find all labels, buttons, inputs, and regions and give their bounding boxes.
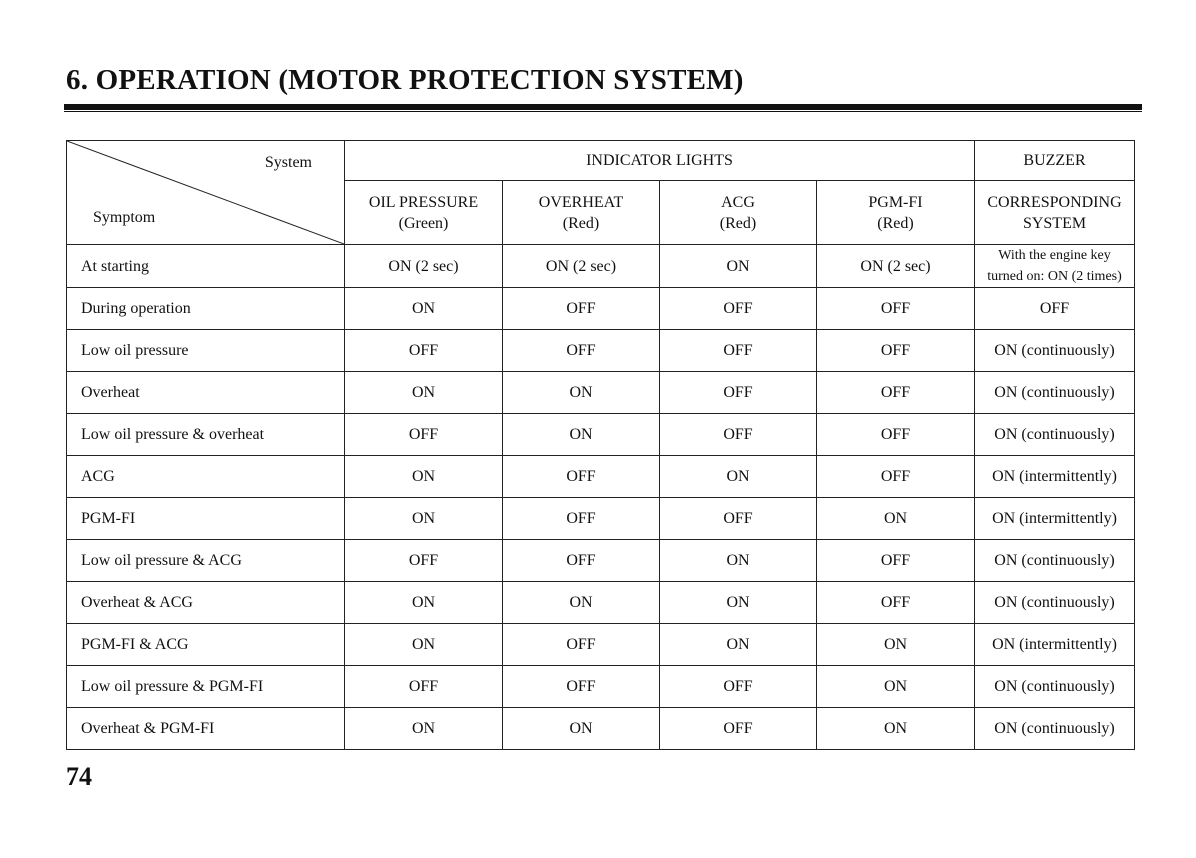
overheat-cell: ON (503, 708, 660, 750)
symptom-cell: ACG (67, 456, 345, 498)
table-row (67, 456, 1135, 498)
page-number: 74 (66, 762, 92, 791)
pgm-fi-cell: OFF (817, 372, 975, 414)
acg-cell: ON (660, 456, 817, 498)
corner-header-cell (67, 141, 345, 245)
table-row (67, 540, 1135, 582)
buzzer-cell: OFF (975, 288, 1135, 330)
overheat-cell: ON (2 sec) (503, 245, 660, 288)
acg-cell: OFF (660, 666, 817, 708)
corner-symptom-label: Symptom (93, 209, 156, 226)
table-row (67, 372, 1135, 414)
symptom-cell: Overheat & PGM-FI (67, 708, 345, 750)
indicator-lights-header: INDICATOR LIGHTS (345, 141, 975, 181)
symptom-cell: PGM-FI (67, 498, 345, 540)
column-header-overheat: OVERHEAT (Red) (503, 181, 660, 245)
buzzer-cell: ON (continuously) (975, 414, 1135, 456)
oil-pressure-cell: OFF (345, 414, 503, 456)
table-row (67, 666, 1135, 708)
oil-pressure-cell: OFF (345, 666, 503, 708)
overheat-cell: OFF (503, 624, 660, 666)
table-row (67, 414, 1135, 456)
oil-pressure-cell: ON (345, 624, 503, 666)
header-row-groups (67, 141, 1135, 181)
overheat-cell: OFF (503, 540, 660, 582)
pgm-fi-cell: OFF (817, 540, 975, 582)
table-row (67, 708, 1135, 750)
column-header-corresponding-system: CORRESPONDING SYSTEM (975, 181, 1135, 245)
pgm-fi-cell: ON (817, 708, 975, 750)
table-row (67, 288, 1135, 330)
overheat-cell: OFF (503, 666, 660, 708)
overheat-cell: ON (503, 372, 660, 414)
buzzer-cell: ON (intermittently) (975, 498, 1135, 540)
pgm-fi-cell: OFF (817, 414, 975, 456)
column-header-pgm-fi: PGM-FI (Red) (817, 181, 975, 245)
buzzer-cell: ON (continuously) (975, 372, 1135, 414)
column-header-acg: ACG (Red) (660, 181, 817, 245)
acg-cell: ON (660, 624, 817, 666)
symptom-cell: PGM-FI & ACG (67, 624, 345, 666)
symptom-cell: At starting (67, 245, 345, 288)
symptom-cell: During operation (67, 288, 345, 330)
pgm-fi-cell: OFF (817, 330, 975, 372)
table-row (67, 330, 1135, 372)
acg-cell: OFF (660, 288, 817, 330)
symptom-cell: Low oil pressure & ACG (67, 540, 345, 582)
acg-cell: ON (660, 582, 817, 624)
column-header-oil-pressure: OIL PRESSURE (Green) (345, 181, 503, 245)
table-row (67, 624, 1135, 666)
overheat-cell: OFF (503, 498, 660, 540)
title-rule (64, 104, 1142, 110)
corner-system-label: System (264, 154, 312, 171)
acg-cell: OFF (660, 330, 817, 372)
overheat-cell: ON (503, 414, 660, 456)
acg-cell: ON (660, 540, 817, 582)
acg-cell: ON (660, 245, 817, 288)
acg-cell: OFF (660, 708, 817, 750)
page-title: 6. OPERATION (MOTOR PROTECTION SYSTEM) (66, 64, 744, 96)
oil-pressure-cell: OFF (345, 330, 503, 372)
motor-protection-table (66, 140, 1135, 750)
overheat-cell: OFF (503, 456, 660, 498)
buzzer-cell: ON (continuously) (975, 540, 1135, 582)
symptom-cell: Low oil pressure & PGM-FI (67, 666, 345, 708)
pgm-fi-cell: OFF (817, 456, 975, 498)
title-rule-thin (64, 111, 1142, 112)
oil-pressure-cell: ON (345, 456, 503, 498)
table-row (67, 582, 1135, 624)
oil-pressure-cell: ON (345, 582, 503, 624)
acg-cell: OFF (660, 498, 817, 540)
acg-cell: OFF (660, 414, 817, 456)
symptom-cell: Low oil pressure (67, 330, 345, 372)
overheat-cell: OFF (503, 288, 660, 330)
pgm-fi-cell: OFF (817, 582, 975, 624)
buzzer-cell: ON (continuously) (975, 582, 1135, 624)
pgm-fi-cell: ON (817, 498, 975, 540)
pgm-fi-cell: ON (817, 666, 975, 708)
acg-cell: OFF (660, 372, 817, 414)
table-row (67, 498, 1135, 540)
oil-pressure-cell: ON (2 sec) (345, 245, 503, 288)
symptom-cell: Overheat (67, 372, 345, 414)
buzzer-header: BUZZER (975, 141, 1135, 181)
oil-pressure-cell: ON (345, 288, 503, 330)
pgm-fi-cell: OFF (817, 288, 975, 330)
symptom-cell: Low oil pressure & overheat (67, 414, 345, 456)
oil-pressure-cell: ON (345, 372, 503, 414)
buzzer-cell: ON (intermittently) (975, 456, 1135, 498)
buzzer-cell: ON (intermittently) (975, 624, 1135, 666)
overheat-cell: ON (503, 582, 660, 624)
pgm-fi-cell: ON (817, 624, 975, 666)
pgm-fi-cell: ON (2 sec) (817, 245, 975, 288)
buzzer-cell: ON (continuously) (975, 330, 1135, 372)
oil-pressure-cell: ON (345, 708, 503, 750)
buzzer-cell: With the engine key turned on: ON (2 times) (975, 245, 1135, 288)
symptom-cell: Overheat & ACG (67, 582, 345, 624)
table-row (67, 245, 1135, 288)
oil-pressure-cell: OFF (345, 540, 503, 582)
buzzer-cell: ON (continuously) (975, 708, 1135, 750)
buzzer-cell: ON (continuously) (975, 666, 1135, 708)
oil-pressure-cell: ON (345, 498, 503, 540)
overheat-cell: OFF (503, 330, 660, 372)
